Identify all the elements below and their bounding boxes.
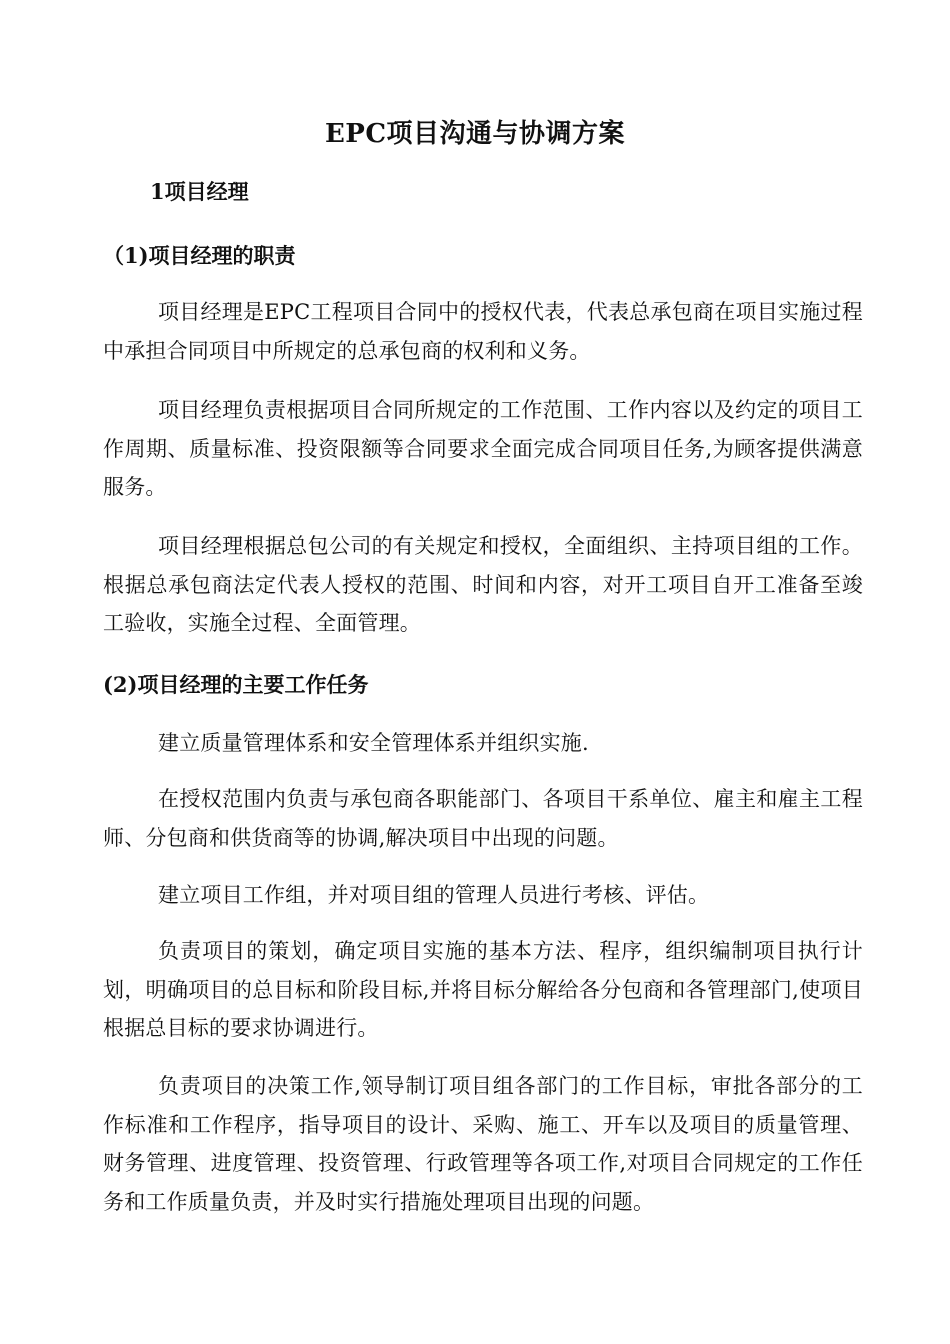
subsection-heading-main-tasks: (2)项目经理的主要工作任务 (103, 672, 369, 697)
paragraph: 项目经理根据总包公司的有关规定和授权，全面组织、主持项目组的工作。根据总承包商法定代表人授权的范围、时间和内容，对开工项目自开工准备至竣工验收，实施全过程、全面管理。 (103, 534, 863, 635)
paragraph: 负责项目的决策工作,领导制订项目组各部门的工作目标，审批各部分的工作标准和工作程序，指导项目的设计、采购、施工、开车以及项目的质量管理、财务管理、进度管理、投资管理、行政管理等各项工作,对项目合同规定的工作任务和工作质量负责，并及时实行措施处理项目出现的问题。 (103, 1074, 863, 1214)
document-title: EPC项目沟通与协调方案 (324, 119, 626, 149)
subsection-heading-responsibilities: （1)项目经理的职责 (103, 243, 296, 268)
paragraph: 项目经理负责根据项目合同所规定的工作范围、工作内容以及约定的项目工作周期、质量标准、投资限额等合同要求全面完成合同项目任务,为顾客提供满意服务。 (103, 398, 863, 499)
paragraph: 在授权范围内负责与承包商各职能部门、各项目干系单位、雇主和雇主工程师、分包商和供货商等的协调,解决项目中出现的问题。 (103, 787, 863, 850)
paragraph: 负责项目的策划，确定项目实施的基本方法、程序，组织编制项目执行计划，明确项目的总目标和阶段目标,并将目标分解给各分包商和各管理部门,使项目根据总目标的要求协调进行。 (103, 939, 863, 1040)
section-heading-project-manager: 1项目经理 (150, 179, 249, 204)
paragraph: 项目经理是EPC工程项目合同中的授权代表，代表总承包商在项目实施过程中承担合同项目中所规定的总承包商的权利和义务。 (103, 300, 863, 363)
paragraph: 建立项目工作组，并对项目组的管理人员进行考核、评估。 (158, 883, 710, 907)
paragraph: 建立质量管理体系和安全管理体系并组织实施. (158, 731, 589, 755)
